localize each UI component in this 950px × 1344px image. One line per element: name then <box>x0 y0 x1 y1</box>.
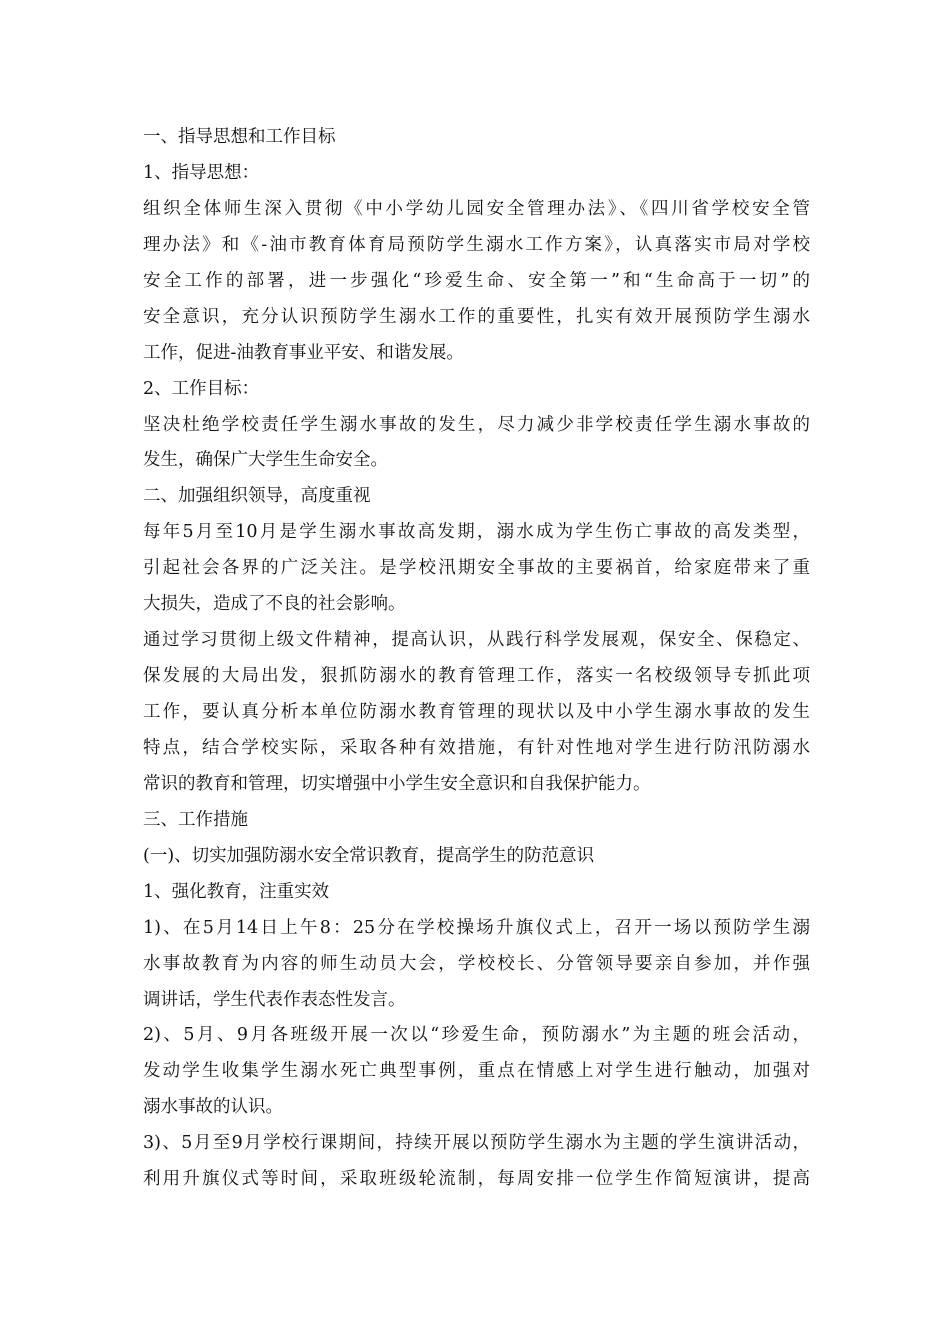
text-line: 通过学习贯彻上级文件精神，提高认识，从践行科学发展观，保安全、保稳定、 <box>143 630 810 651</box>
text-line: 1、指导思想： <box>143 162 260 183</box>
text-line: 工作，促进-油教育事业平安、和谐发展。 <box>143 342 464 363</box>
text-line: 理办法》和《-油市教育体育局预防学生溺水工作方案》，认真落实市局对学校 <box>143 234 810 255</box>
text-line: (一)、切实加强防溺水安全常识教育，提高学生的防范意识 <box>143 845 595 866</box>
text-line: 发生，确保广大学生生命安全。 <box>143 450 388 471</box>
text-line: 工作，要认真分析本单位防溺水教育管理的现状以及中小学生溺水事故的发生 <box>143 702 810 722</box>
text-line: 1)、在5月14日上午8：25分在学校操场升旗仪式上，召开一场以预防学生溺 <box>143 917 810 938</box>
text-line: 二、加强组织领导，高度重视 <box>143 486 371 507</box>
document-body <box>143 120 810 1198</box>
text-line: 常识的教育和管理，切实增强中小学生安全意识和自我保护能力。 <box>143 773 651 794</box>
text-line: 一、指导思想和工作目标 <box>143 127 336 147</box>
text-line: 2、工作目标： <box>143 378 260 399</box>
text-line: 1、强化教育，注重实效 <box>143 881 330 902</box>
text-line: 3)、5月至9月学校行课期间，持续开展以预防学生溺水为主题的学生演讲活动， <box>143 1133 810 1154</box>
text-line: 每年5月至10月是学生溺水事故高发期，溺水成为学生伤亡事故的高发类型， <box>143 522 810 543</box>
text-line: 发动学生收集学生溺水死亡典型事例，重点在情感上对学生进行触动，加强对 <box>143 1061 810 1082</box>
text-line: 组织全体师生深入贯彻《中小学幼儿园安全管理办法》、《四川省学校安全管 <box>143 198 810 219</box>
text-line: 调讲话，学生代表作表态性发言。 <box>143 989 406 1010</box>
text-line: 水事故教育为内容的师生动员大会，学校校长、分管领导要亲自参加，并作强 <box>143 953 810 974</box>
text-line: 溺水事故的认识。 <box>143 1097 283 1118</box>
text-line: 特点，结合学校实际，采取各种有效措施，有针对性地对学生进行防汛防溺水 <box>143 737 810 758</box>
text-line: 利用升旗仪式等时间，采取班级轮流制，每周安排一位学生作简短演讲，提高 <box>143 1169 810 1190</box>
text-line: 坚决杜绝学校责任学生溺水事故的发生，尽力减少非学校责任学生溺水事故的 <box>143 414 810 435</box>
text-line: 引起社会各界的广泛关注。是学校汛期安全事故的主要祸首，给家庭带来了重 <box>143 558 810 579</box>
text-line: 安全工作的部署，进一步强化“珍爱生命、安全第一”和“生命高于一切”的 <box>143 270 810 291</box>
text-line: 2)、5月、9月各班级开展一次以“珍爱生命，预防溺水”为主题的班会活动， <box>143 1025 810 1046</box>
text-line: 三、工作措施 <box>143 809 248 830</box>
text-line: 安全意识，充分认识预防学生溺水工作的重要性，扎实有效开展预防学生溺水 <box>143 306 810 327</box>
text-line: 大损失，造成了不良的社会影响。 <box>143 594 406 615</box>
text-line: 保发展的大局出发，狠抓防溺水的教育管理工作，落实一名校级领导专抓此项 <box>143 666 810 687</box>
